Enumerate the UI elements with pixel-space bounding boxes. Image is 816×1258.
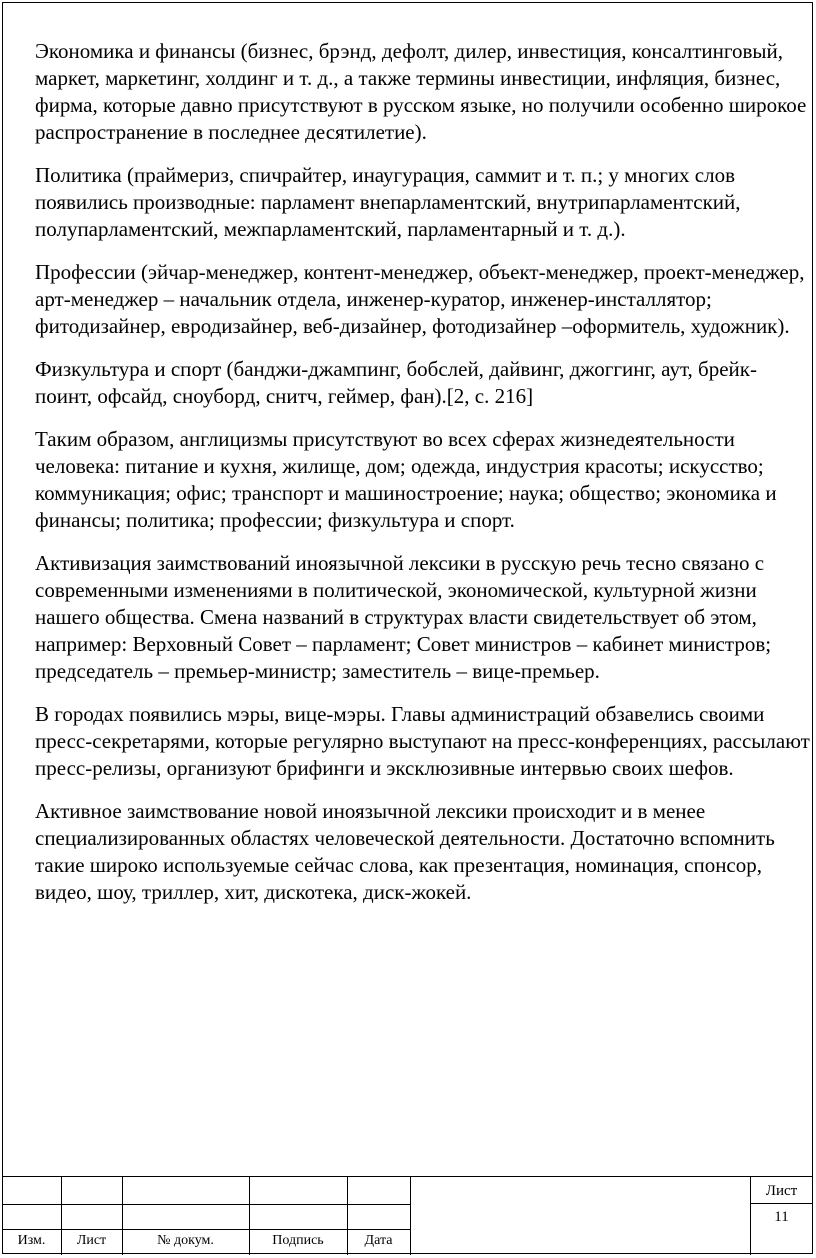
paragraph-summary: Таким образом, англицизмы присутствуют во всех сферах жизнедеятельности человека: питание и кухня, жилище, дом; одежда, индустрия красоты; искусство; коммуникация; офис; транспорт и машиностроение; наука; общество; экономика и финансы; политика; профессии; физкультура и спорт. xyxy=(35,427,777,532)
stamp-izm-label: Изм. xyxy=(17,1233,46,1248)
stamp-date-label: Дата xyxy=(364,1233,393,1248)
stamp-sign-label: Подпись xyxy=(272,1233,324,1248)
paragraph-economics: Экономика и финансы (бизнес, брэнд, дефолт, дилер, инвестиция, консалтинговый, маркет, маркетинг, холдинг и т. д., а также термины инвестиции, инфляция, бизнес, фирма, которые давно присутствуют в русском языке, но получили особенно широкое распространение в последнее десятилетие). xyxy=(35,39,807,144)
stamp-doc-label: № докум. xyxy=(157,1233,214,1248)
paragraph-professions: Профессии (эйчар-менеджер, контент-менеджер, объект-менеджер, проект-менеджер, арт-менеджер – начальник отдела, инженер-куратор, инженер-инсталлятор; фитодизайнер, евродизайнер, веб-дизайнер, фотодизайнер –оформитель, художник). xyxy=(35,260,805,338)
paragraph-cities: В городах появились мэры, вице-мэры. Главы администраций обзавелись своими пресс-секретарями, которые регулярно выступают на пресс-конференциях, рассылают пресс-релизы, организуют брифинги и эксклюзивные интервью своих шефов. xyxy=(35,702,810,780)
sheet-number: 11 xyxy=(774,1209,789,1225)
paragraph-active-borrowing: Активное заимствование новой иноязычной лексики происходит и в менее специализированных областях человеческой деятельности. Достаточно вспомнить такие широко используемые сейчас слова, как презентация, номинация, спонсор, видео, шоу, триллер, хит, дискотека, диск-жокей. xyxy=(35,799,775,904)
stamp-row-line xyxy=(2,1229,410,1230)
title-block xyxy=(2,1176,813,1254)
paragraph-sport: Физкультура и спорт (банджи-джампинг, бобслей, дайвинг, джоггинг, аут, брейк-поинт, офсайд, сноуборд, снитч, геймер, фан).[2, с. 216] xyxy=(35,357,757,408)
stamp-list-label: Лист xyxy=(76,1233,107,1248)
paragraph-activation: Активизация заимствований иноязычной лексики в русскую речь тесно связано с современными изменениями в политической, экономической, культурной жизни нашего общества. Смена названий в структурах власти свидетельствует об этом, например: Верховный Совет – парламент; Совет министров – кабинет министров; председатель – премьер-министр; заместитель – вице-премьер. xyxy=(35,551,772,683)
document-body xyxy=(35,38,810,922)
sheet-label: Лист xyxy=(765,1183,798,1199)
paragraph-politics: Политика (праймериз, спичрайтер, инаугурация, саммит и т. п.; у многих слов появились производные: парламент внепарламентский, внутрипарламентский, полупарламентский, межпарламентский, парламентарный и т. д.). xyxy=(35,163,741,241)
stamp-divider xyxy=(410,1177,411,1255)
stamp-row-line xyxy=(2,1204,410,1205)
stamp-row-line xyxy=(750,1203,813,1204)
